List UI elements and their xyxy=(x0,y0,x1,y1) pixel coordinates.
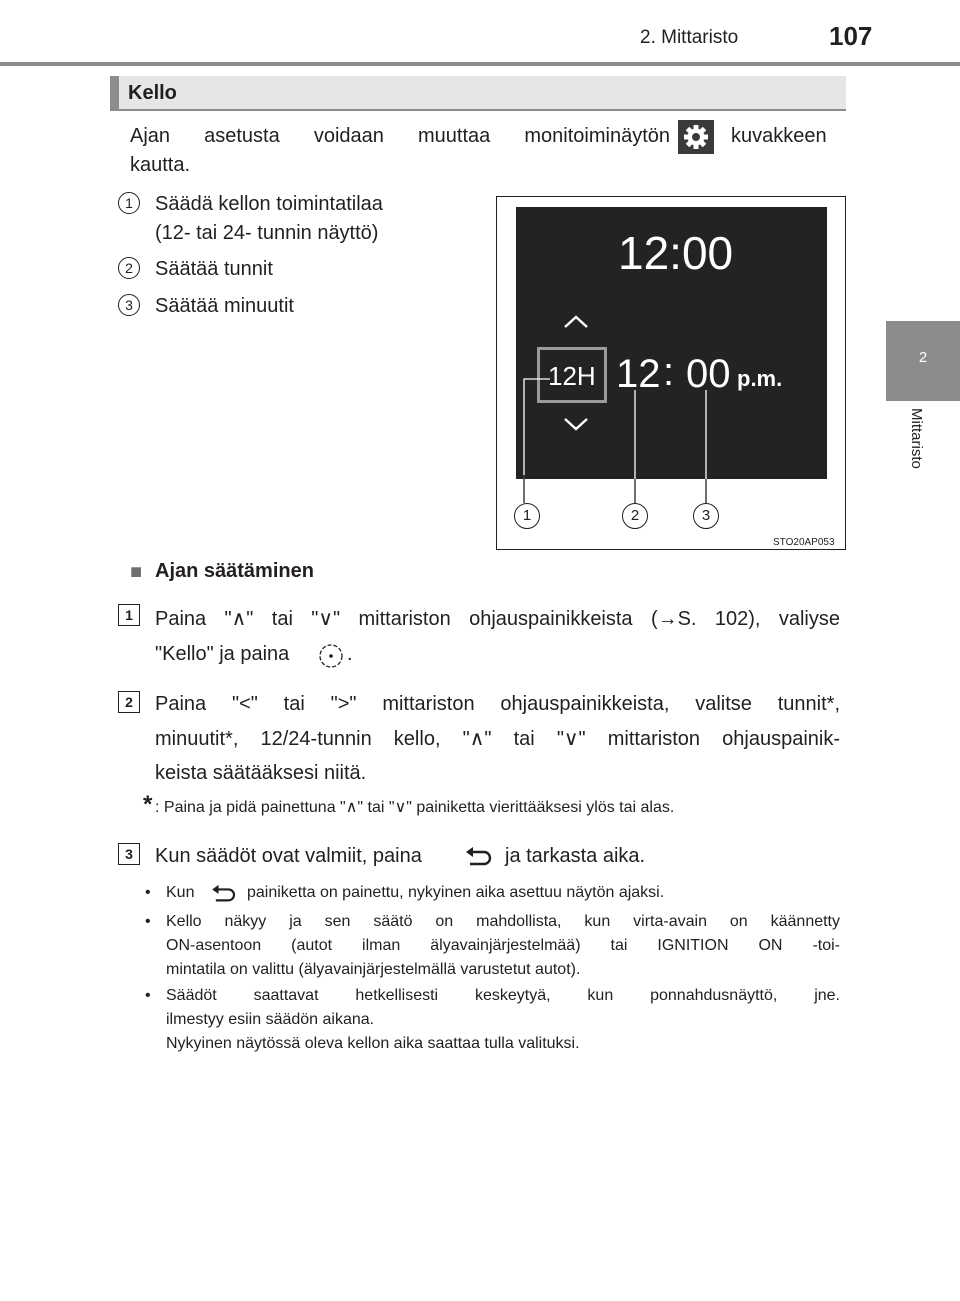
note-2-line2: ON-asentoon (autot ilman älyavainjärjestelmää) tai IGNITION ON -toi- xyxy=(166,937,840,954)
section-heading-underline xyxy=(110,109,846,111)
step-marker-1: 1 xyxy=(118,604,140,626)
callout-marker-2: 2 xyxy=(118,257,140,279)
section-heading-box xyxy=(110,76,846,110)
note-bullet-1: • xyxy=(145,884,151,901)
subsection-title: Ajan säätäminen xyxy=(155,560,314,582)
up-arrow-icon xyxy=(562,314,590,330)
footnote-text: : Paina ja pidä painettuna "∧" tai "∨" painiketta vierittääksesi ylös tai alas. xyxy=(155,799,675,816)
step-2-line2: minuutit*, 12/24-tunnin kello, "∧" tai "∨" mittariston ohjauspainik- xyxy=(155,728,840,750)
step-1-line2a: "Kello" ja paina xyxy=(155,643,290,665)
display-current-time: 12:00 xyxy=(618,227,734,279)
note-2-line3: mintatila on valittu (älyavainjärjestelmällä varustetut autot). xyxy=(166,961,581,978)
back-button-icon xyxy=(210,884,238,904)
subsection-marker: ■ xyxy=(130,561,143,583)
header-section-title: 2. Mittaristo xyxy=(640,27,739,48)
section-heading-bar xyxy=(110,76,119,110)
note-3-line3: Nykyinen näytössä oleva kellon aika saattaa tulla valituksi. xyxy=(166,1035,580,1052)
step-marker-3: 3 xyxy=(118,843,140,865)
display-hour: 12 xyxy=(616,352,661,396)
display-ampm: p.m. xyxy=(737,366,783,391)
display-minute: 00 xyxy=(686,352,731,396)
step-marker-2: 2 xyxy=(118,691,140,713)
note-2-line1: Kello näkyy ja sen säätö on mahdollista, kun virta-avain on käännetty xyxy=(166,913,840,930)
step-3-line1a: Kun säädöt ovat valmiit, paina xyxy=(155,845,422,867)
step-2-line3: keista säätääksesi niitä. xyxy=(155,762,367,784)
callout-marker-3: 3 xyxy=(118,294,140,316)
chapter-tab xyxy=(886,321,960,401)
figure-callout-2: 2 xyxy=(622,503,648,529)
note-bullet-2: • xyxy=(145,913,151,930)
figure-callout-1: 1 xyxy=(514,503,540,529)
step-1-line1: Paina "∧" tai "∨" mittariston ohjauspainikkeista (→S. 102), valiyse xyxy=(155,608,840,630)
intro-line1-end: kuvakkeen xyxy=(731,125,827,147)
step-3-line1b: ja tarkasta aika. xyxy=(505,845,646,867)
display-mode-label: 12H xyxy=(548,361,596,391)
intro-line1: Ajan asetusta voidaan muuttaa monitoiminäytön xyxy=(130,125,670,147)
callout-text-2: Säätää tunnit xyxy=(155,258,273,280)
callout-text-1b: (12- tai 24- tunnin näyttö) xyxy=(155,222,379,244)
callout-marker-1: 1 xyxy=(118,192,140,214)
intro-line2: kautta. xyxy=(130,154,191,176)
callout-leader-lines xyxy=(496,370,846,550)
section-title: Kello xyxy=(128,82,177,104)
display-separator: : xyxy=(663,350,675,394)
chapter-tab-label: Mittaristo xyxy=(908,408,925,469)
note-1-a: Kun xyxy=(166,884,195,901)
chapter-tab-number: 2 xyxy=(918,349,928,366)
note-1-b: painiketta on painettu, nykyinen aika asettuu näytön ajaksi. xyxy=(247,884,665,901)
callout-text-1a: Säädä kellon toimintatilaa xyxy=(155,193,383,215)
header-rule xyxy=(0,62,960,66)
figure-caption: STO20AP053 xyxy=(773,537,835,548)
note-3-line2: ilmestyy esiin säädön aikana. xyxy=(166,1011,375,1028)
callout-text-3: Säätää minuutit xyxy=(155,295,294,317)
note-bullet-3: • xyxy=(145,987,151,1004)
settings-gear-icon xyxy=(678,120,714,154)
footnote-mark: * xyxy=(143,791,153,818)
figure-callout-3: 3 xyxy=(693,503,719,529)
page-number: 107 xyxy=(829,21,873,51)
ok-button-icon xyxy=(318,643,344,669)
step-1-line2b: . xyxy=(347,643,353,665)
note-3-line1: Säädöt saattavat hetkellisesti keskeytyä, kun ponnahdusnäyttö, jne. xyxy=(166,987,840,1004)
back-button-icon xyxy=(464,846,494,868)
step-2-line1: Paina "<" tai ">" mittariston ohjauspainikkeista, valitse tunnit*, xyxy=(155,693,840,715)
